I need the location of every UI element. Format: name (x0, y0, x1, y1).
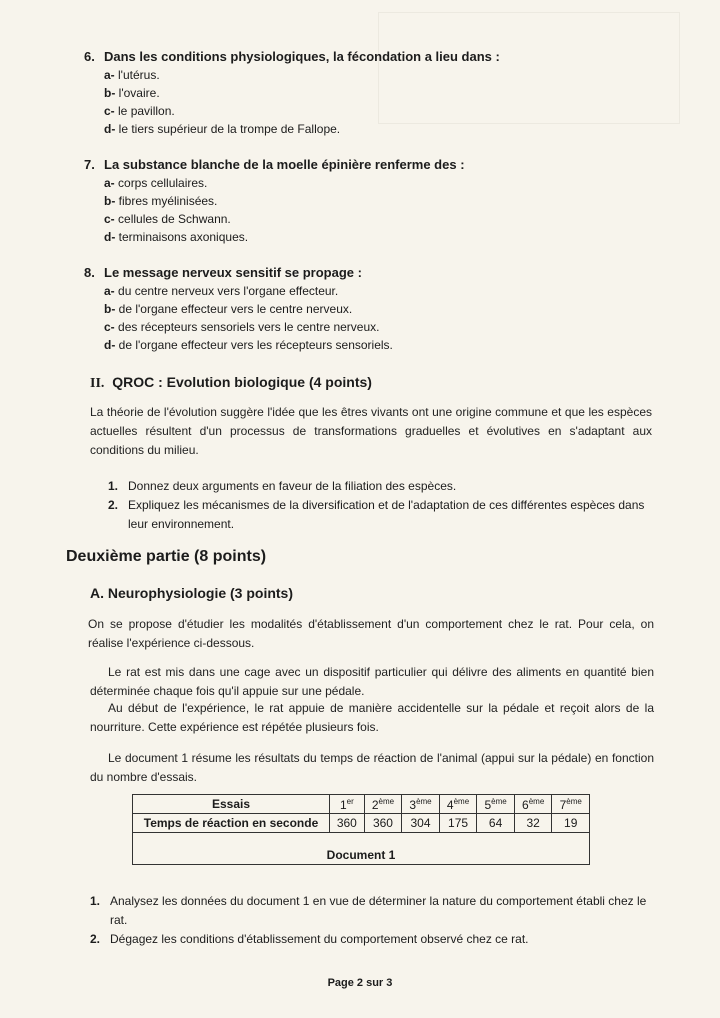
paragraph-1: On se propose d'étudier les modalités d'établissement d'un comportement chez le rat. Pour cela, on réalise l'expérience ci-dessous. (88, 617, 654, 650)
option-letter: b- (104, 86, 116, 100)
option-letter: c- (104, 212, 115, 226)
item-text: Donnez deux arguments en faveur de la filiation des espèces. (128, 479, 457, 493)
table-row (133, 814, 590, 833)
question-number: 6. (84, 49, 95, 64)
option-letter: b- (104, 302, 116, 316)
option-letter: b- (104, 194, 116, 208)
question-item (108, 477, 654, 496)
row-label: Essais (133, 795, 330, 814)
trial-suffix: ème (416, 796, 432, 806)
option-c (84, 102, 684, 120)
question-title (84, 264, 684, 282)
option-d (84, 120, 684, 138)
final-questions (90, 892, 654, 949)
option-b (84, 300, 684, 318)
trial-number: 2 (371, 797, 379, 812)
option-letter: a- (104, 176, 115, 190)
time-cell: 64 (477, 814, 515, 833)
option-text: de l'organe effecteur vers le centre nerveux. (118, 302, 353, 316)
time-cell: 19 (552, 814, 590, 833)
option-b (84, 192, 684, 210)
question-6 (84, 48, 684, 138)
option-letter: a- (104, 68, 115, 82)
item-text: Analysez les données du document 1 en vue de déterminer la nature du comportement établi chez le rat. (110, 894, 647, 927)
option-text: l'ovaire. (118, 86, 160, 100)
trial-cell (402, 795, 440, 814)
time-cell: 32 (514, 814, 552, 833)
section-questions (108, 477, 654, 534)
item-number: 1. (108, 479, 119, 493)
item-number: 2. (90, 932, 101, 946)
time-cell: 360 (364, 814, 402, 833)
trial-cell (439, 795, 477, 814)
option-text: fibres myélinisées. (118, 194, 218, 208)
table-row (133, 795, 590, 814)
item-text: Dégagez les conditions d'établissement du comportement observé chez ce rat. (110, 932, 529, 946)
trial-number: 1 (339, 797, 347, 812)
section-roman-numeral: II. (90, 376, 105, 391)
option-a (84, 66, 684, 84)
trial-cell (552, 795, 590, 814)
option-letter: c- (104, 320, 115, 334)
paragraph-2: Le rat est mis dans une cage avec un dispositif particulier qui délivre des aliments en quantité bien déterminée chaque fois qu'il appuie sur une pédale. (90, 665, 654, 698)
trial-number: 4 (446, 797, 454, 812)
option-a (84, 282, 684, 300)
section-intro: La théorie de l'évolution suggère l'idée que les êtres vivants ont une origine commune et que les espèces actuelles résultent d'un processus de transformations graduelles et évolutives en s'adaptant aux conditions du milieu. (90, 405, 652, 457)
option-d (84, 336, 684, 354)
trial-cell (330, 795, 365, 814)
option-text: l'utérus. (118, 68, 160, 82)
question-number: 7. (84, 157, 95, 172)
option-text: le tiers supérieur de la trompe de Fallope. (118, 122, 341, 136)
question-title (84, 156, 684, 174)
question-item (108, 496, 654, 534)
option-text: du centre nerveux vers l'organe effecteur. (118, 284, 339, 298)
option-letter: a- (104, 284, 115, 298)
question-title (84, 48, 684, 66)
table-row (133, 833, 590, 865)
option-text: corps cellulaires. (118, 176, 208, 190)
section-title: QROC : Evolution biologique (4 points) (112, 374, 372, 390)
time-cell: 304 (402, 814, 440, 833)
trial-number: 6 (522, 797, 529, 812)
question-item (90, 892, 654, 930)
question-8 (84, 264, 684, 354)
option-text: terminaisons axoniques. (118, 230, 249, 244)
option-letter: d- (104, 230, 116, 244)
trial-suffix: ème (491, 796, 507, 806)
option-c (84, 210, 684, 228)
option-text: le pavillon. (118, 104, 175, 118)
question-text: La substance blanche de la moelle épinière renferme des : (104, 157, 465, 172)
item-number: 1. (90, 894, 101, 908)
trial-cell (514, 795, 552, 814)
option-a (84, 174, 684, 192)
trial-number: 3 (409, 797, 417, 812)
paragraph-4: Le document 1 résume les résultats du temps de réaction de l'animal (appui sur la pédale) en fonction du nombre d'essais. (90, 751, 654, 784)
question-number: 8. (84, 265, 95, 280)
part-title: Deuxième partie (8 points) (66, 548, 267, 565)
time-cell: 175 (439, 814, 477, 833)
trial-suffix: ème (528, 796, 545, 806)
trial-suffix: ème (378, 796, 395, 806)
option-d (84, 228, 684, 246)
question-7 (84, 156, 684, 246)
item-text: Expliquez les mécanismes de la diversification et de l'adaptation de ces différentes espèces dans leur environnement. (128, 498, 645, 531)
option-c (84, 318, 684, 336)
time-cell: 360 (330, 814, 365, 833)
item-number: 2. (108, 498, 119, 512)
option-letter: c- (104, 104, 115, 118)
option-letter: d- (104, 338, 116, 352)
option-text: de l'organe effecteur vers les récepteurs sensoriels. (118, 338, 393, 352)
question-text: Dans les conditions physiologiques, la fécondation a lieu dans : (104, 49, 500, 64)
trial-suffix: ème (453, 796, 470, 806)
trial-number: 5 (484, 797, 492, 812)
question-text: Le message nerveux sensitif se propage : (104, 265, 362, 280)
question-item (90, 930, 654, 949)
document-1-table (132, 794, 590, 865)
trial-number: 7 (559, 797, 567, 812)
section-a-heading: A. Neurophysiologie (3 points) (90, 585, 294, 601)
row-label: Temps de réaction en seconde (133, 814, 330, 833)
option-text: des récepteurs sensoriels vers le centre nerveux. (118, 320, 380, 334)
trial-cell (364, 795, 402, 814)
paragraph-3: Au début de l'expérience, le rat appuie de manière accidentelle sur la pédale et reçoit alors de la nourriture. Cette expérience est répétée plusieurs fois. (90, 701, 654, 734)
table-caption: Document 1 (133, 833, 590, 865)
page-number: Page 2 sur 3 (327, 977, 393, 989)
option-text: cellules de Schwann. (118, 212, 231, 226)
trial-suffix: ème (566, 796, 582, 806)
trial-cell (477, 795, 515, 814)
trial-suffix: er (346, 796, 354, 806)
option-letter: d- (104, 122, 116, 136)
section-heading (90, 374, 372, 392)
option-b (84, 84, 684, 102)
